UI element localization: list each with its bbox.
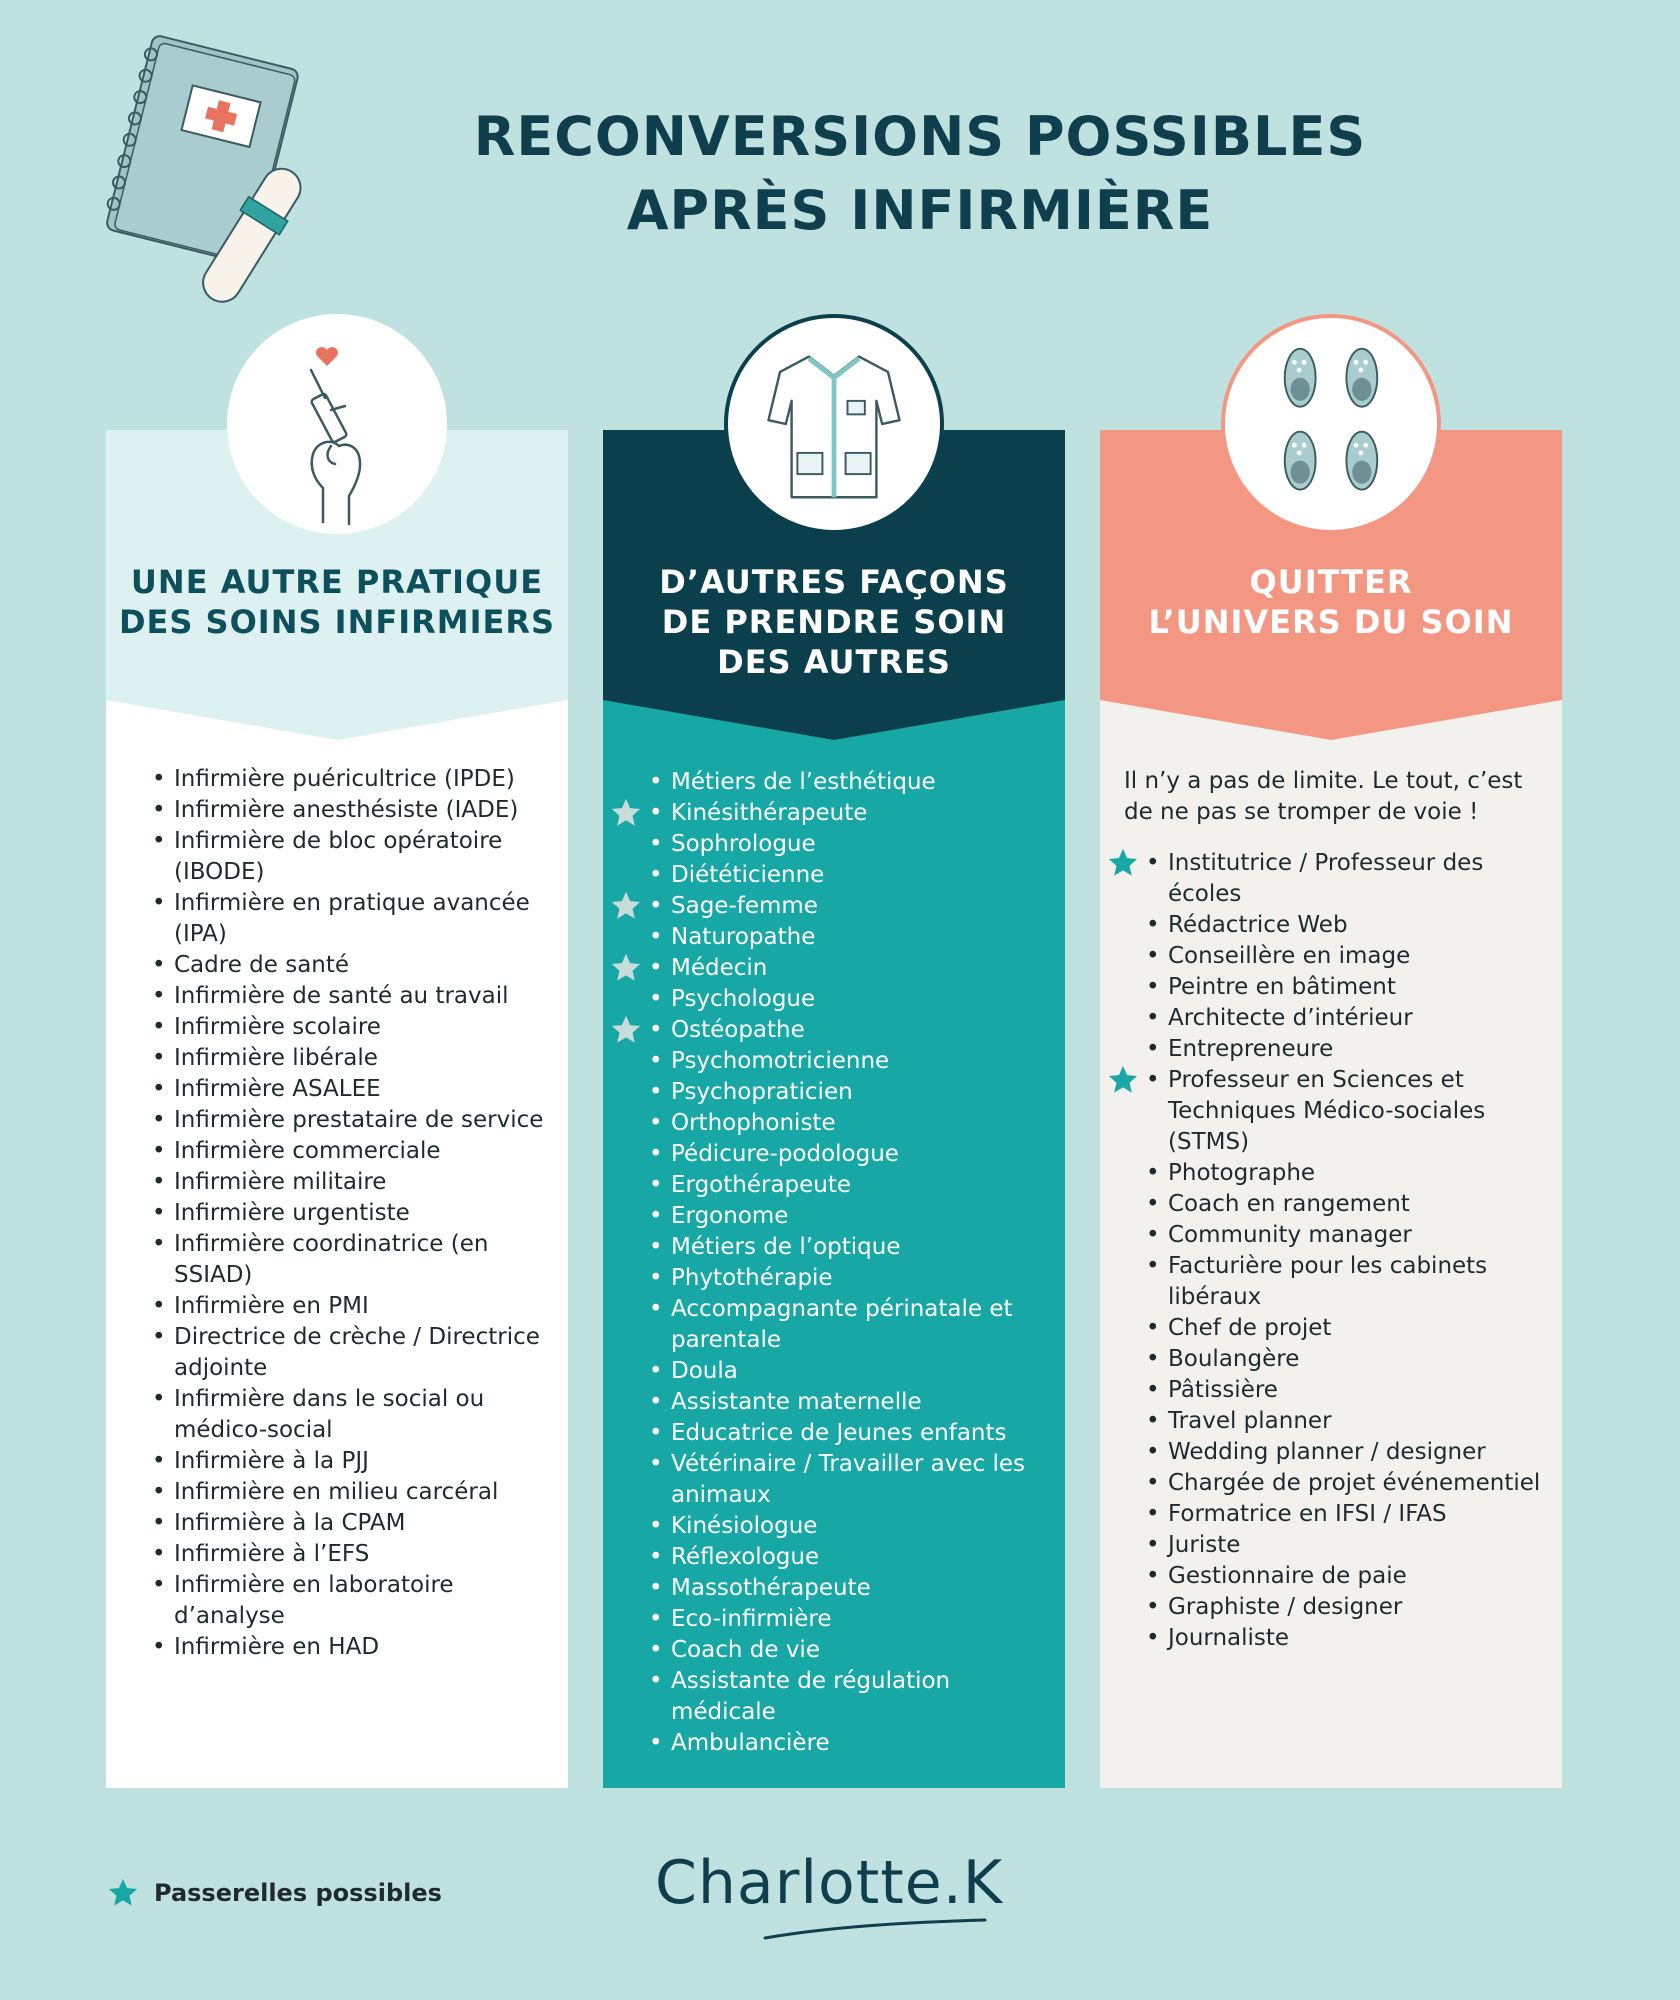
- page-title: [380, 100, 1460, 248]
- star-icon: [609, 796, 643, 830]
- list-item-label: Infirmière prestataire de service: [174, 1107, 544, 1133]
- list-item-label: Infirmière militaire: [174, 1169, 387, 1195]
- list-item-label: Infirmière à la PJJ: [174, 1448, 369, 1474]
- list-item-label: Métiers de l’optique: [671, 1234, 901, 1260]
- list-item-label: Massothérapeute: [671, 1575, 871, 1601]
- career-list: [1168, 848, 1548, 1654]
- list-item-label: Phytothérapie: [671, 1265, 833, 1291]
- list-item: [671, 1077, 1051, 1108]
- list-item: [174, 795, 554, 826]
- brand-logo-text: Charlotte.K: [655, 1848, 1004, 1918]
- star-icon: [1106, 846, 1140, 880]
- list-item-label: Graphiste / designer: [1168, 1594, 1403, 1620]
- list-item: [671, 1449, 1051, 1511]
- star-icon: [609, 951, 643, 985]
- star-icon: [609, 1013, 643, 1047]
- list-item: [671, 1418, 1051, 1449]
- list-item: [671, 1201, 1051, 1232]
- list-item: [174, 1043, 554, 1074]
- column-soins-infirmiers: [106, 430, 568, 1788]
- list-item: [174, 1105, 554, 1136]
- list-item: [671, 860, 1051, 891]
- list-item: [174, 1570, 554, 1632]
- list-item: [1168, 1561, 1548, 1592]
- list-item: [671, 1666, 1051, 1728]
- list-item-label: Infirmière urgentiste: [174, 1200, 410, 1226]
- list-item: [671, 1108, 1051, 1139]
- column-title-line: UNE AUTRE PRATIQUE: [130, 563, 544, 601]
- list-item: [671, 1635, 1051, 1666]
- career-list: [174, 764, 554, 1663]
- page-title-line-2: APRÈS INFIRMIÈRE: [626, 179, 1214, 242]
- column-title-line: DE PRENDRE SOIN: [661, 603, 1007, 641]
- list-item: [174, 1539, 554, 1570]
- list-item: [671, 767, 1051, 798]
- list-item: [1168, 1437, 1548, 1468]
- column-title-line: L’UNIVERS DU SOIN: [1148, 603, 1514, 641]
- list-item-label: Chargée de projet événementiel: [1168, 1470, 1541, 1496]
- list-item: [671, 953, 1051, 984]
- list-item-label: Infirmière dans le social ou médico-social: [174, 1386, 485, 1443]
- list-item: [1168, 1530, 1548, 1561]
- list-item-label: Ostéopathe: [671, 1017, 805, 1043]
- list-item-label: Wedding planner / designer: [1168, 1439, 1486, 1465]
- list-item: [174, 1384, 554, 1446]
- list-item-label: Assistante de régulation médicale: [671, 1668, 951, 1725]
- list-item-label: Infirmière scolaire: [174, 1014, 381, 1040]
- column-prendre-soin: [603, 430, 1065, 1788]
- list-item-label: Architecte d’intérieur: [1168, 1005, 1413, 1031]
- page-title-line-1: RECONVERSIONS POSSIBLES: [473, 105, 1367, 168]
- list-item-label: Infirmière de santé au travail: [174, 983, 509, 1009]
- list-item: [1168, 1623, 1548, 1654]
- list-item-label: Gestionnaire de paie: [1168, 1563, 1407, 1589]
- list-item-label: Peintre en bâtiment: [1168, 974, 1396, 1000]
- list-item: [671, 922, 1051, 953]
- nurse-tunic-icon: [724, 314, 944, 534]
- list-item-label: Eco-infirmière: [671, 1606, 832, 1632]
- career-list: [671, 767, 1051, 1759]
- list-item-label: Juriste: [1168, 1532, 1241, 1558]
- list-item: [671, 1232, 1051, 1263]
- list-item: [1168, 910, 1548, 941]
- list-item-label: Psychologue: [671, 986, 816, 1012]
- list-item-label: Ergonome: [671, 1203, 789, 1229]
- list-item: [671, 1015, 1051, 1046]
- list-item: [1168, 1251, 1548, 1313]
- list-item: [1168, 1499, 1548, 1530]
- list-item-label: Diététicienne: [671, 862, 825, 888]
- list-item-label: Kinésithérapeute: [671, 800, 868, 826]
- list-item: [1168, 1189, 1548, 1220]
- list-item-label: Infirmière en pratique avancée (IPA): [174, 890, 530, 947]
- notebook-diploma-illustration: [80, 30, 320, 330]
- list-item-label: Sage-femme: [671, 893, 818, 919]
- list-item-label: Infirmière en HAD: [174, 1634, 380, 1660]
- list-item: [671, 829, 1051, 860]
- list-item-label: Vétérinaire / Travailler avec les animaux: [671, 1451, 1025, 1508]
- column-title-line: DES SOINS INFIRMIERS: [118, 603, 556, 641]
- list-item: [671, 984, 1051, 1015]
- list-item: [1168, 941, 1548, 972]
- list-item-label: Travel planner: [1168, 1408, 1332, 1434]
- list-item: [1168, 1034, 1548, 1065]
- list-item: [671, 1046, 1051, 1077]
- list-item-label: Cadre de santé: [174, 952, 350, 978]
- column-title: [1100, 562, 1562, 642]
- list-item-label: Conseillère en image: [1168, 943, 1411, 969]
- column-intro-text: Il n’y a pas de limite. Le tout, c’est de ne pas se tromper de voie !: [1124, 768, 1523, 825]
- list-item: [174, 981, 554, 1012]
- list-item-label: Infirmière coordinatrice (en SSIAD): [174, 1231, 489, 1288]
- column-quitter-soin: [1100, 430, 1562, 1788]
- list-item-label: Infirmière puéricultrice (IPDE): [174, 766, 515, 792]
- list-item: [174, 1291, 554, 1322]
- list-item: [1168, 1592, 1548, 1623]
- column-title: [106, 562, 568, 642]
- list-item-label: Facturière pour les cabinets libéraux: [1168, 1253, 1488, 1310]
- list-item-label: Naturopathe: [671, 924, 816, 950]
- list-item-label: Professeur en Sciences et Techniques Médico-sociales (STMS): [1168, 1067, 1486, 1155]
- list-item: [174, 1012, 554, 1043]
- list-item: [174, 1632, 554, 1663]
- list-item: [174, 764, 554, 795]
- list-item: [1168, 1468, 1548, 1499]
- column-title-line: D’AUTRES FAÇONS: [659, 563, 1009, 601]
- list-item: [174, 1477, 554, 1508]
- list-item-label: Pédicure-podologue: [671, 1141, 899, 1167]
- list-item-label: Infirmière en PMI: [174, 1293, 369, 1319]
- list-item-label: Institutrice / Professeur des écoles: [1168, 850, 1484, 907]
- list-item-label: Ambulancière: [671, 1730, 830, 1756]
- list-item: [174, 1167, 554, 1198]
- list-item-label: Coach en rangement: [1168, 1191, 1410, 1217]
- list-item-label: Community manager: [1168, 1222, 1412, 1248]
- star-icon: [609, 889, 643, 923]
- list-item: [1168, 1313, 1548, 1344]
- list-item: [174, 1322, 554, 1384]
- list-item-label: Pâtissière: [1168, 1377, 1278, 1403]
- list-item: [1168, 1375, 1548, 1406]
- list-item-label: Réflexologue: [671, 1544, 820, 1570]
- list-item: [174, 1508, 554, 1539]
- list-item: [1168, 1003, 1548, 1034]
- list-item-label: Psychopraticien: [671, 1079, 853, 1105]
- list-item: [1168, 1065, 1548, 1158]
- list-item-label: Entrepreneure: [1168, 1036, 1334, 1062]
- list-item: [1168, 1406, 1548, 1437]
- list-item: [174, 826, 554, 888]
- list-item-label: Infirmière ASALEE: [174, 1076, 381, 1102]
- list-item-label: Ergothérapeute: [671, 1172, 852, 1198]
- column-title: [603, 562, 1065, 682]
- list-item-label: Infirmière à l’EFS: [174, 1541, 370, 1567]
- list-item-label: Kinésiologue: [671, 1513, 818, 1539]
- legend-label: Passerelles possibles: [154, 1879, 442, 1907]
- list-item-label: Educatrice de Jeunes enfants: [671, 1420, 1007, 1446]
- column-title-line: QUITTER: [1249, 563, 1413, 601]
- list-item-label: Accompagnante périnatale et parentale: [671, 1296, 1013, 1353]
- list-item: [1168, 848, 1548, 910]
- list-item-label: Rédactrice Web: [1168, 912, 1348, 938]
- list-item: [671, 891, 1051, 922]
- list-item-label: Infirmière de bloc opératoire (IBODE): [174, 828, 503, 885]
- list-item-label: Psychomotricienne: [671, 1048, 890, 1074]
- list-item-label: Coach de vie: [671, 1637, 820, 1663]
- column-title-line: DES AUTRES: [717, 643, 951, 681]
- list-item: [671, 1294, 1051, 1356]
- legend: [106, 1876, 442, 1910]
- list-item: [671, 1170, 1051, 1201]
- list-item: [671, 1387, 1051, 1418]
- list-item-label: Infirmière en milieu carcéral: [174, 1479, 499, 1505]
- list-item-label: Formatrice en IFSI / IFAS: [1168, 1501, 1447, 1527]
- star-icon: [1106, 1063, 1140, 1097]
- list-item: [671, 1542, 1051, 1573]
- list-item-label: Métiers de l’esthétique: [671, 769, 936, 795]
- list-item: [174, 1229, 554, 1291]
- list-item-label: Infirmière libérale: [174, 1045, 378, 1071]
- list-item: [1168, 1220, 1548, 1251]
- list-item-label: Infirmière anesthésiste (IADE): [174, 797, 519, 823]
- list-item-label: Doula: [671, 1358, 738, 1384]
- list-item: [1168, 1344, 1548, 1375]
- list-item: [671, 1356, 1051, 1387]
- logo-underline-swoosh: [655, 1918, 995, 1942]
- list-item: [671, 1604, 1051, 1635]
- list-item: [1168, 1158, 1548, 1189]
- list-item: [671, 1139, 1051, 1170]
- list-item: [174, 888, 554, 950]
- star-icon: [106, 1876, 140, 1910]
- list-item-label: Photographe: [1168, 1160, 1316, 1186]
- list-item: [671, 1573, 1051, 1604]
- list-item-label: Médecin: [671, 955, 768, 981]
- list-item-label: Infirmière commerciale: [174, 1138, 441, 1164]
- syringe-hand-icon: [227, 314, 447, 534]
- list-item: [174, 1136, 554, 1167]
- list-item: [671, 1511, 1051, 1542]
- clogs-icon: [1221, 314, 1441, 534]
- list-item-label: Boulangère: [1168, 1346, 1300, 1372]
- list-item-label: Directrice de crèche / Directrice adjointe: [174, 1324, 540, 1381]
- list-item: [174, 1198, 554, 1229]
- list-item-label: Infirmière en laboratoire d’analyse: [174, 1572, 454, 1629]
- list-item: [671, 1728, 1051, 1759]
- list-item-label: Orthophoniste: [671, 1110, 836, 1136]
- list-item-label: Journaliste: [1168, 1625, 1290, 1651]
- list-item-label: Sophrologue: [671, 831, 816, 857]
- list-item: [174, 950, 554, 981]
- list-item-label: Assistante maternelle: [671, 1389, 922, 1415]
- list-item: [174, 1446, 554, 1477]
- brand-logo: [655, 1848, 1005, 1938]
- list-item: [174, 1074, 554, 1105]
- list-item: [671, 1263, 1051, 1294]
- list-item: [671, 798, 1051, 829]
- list-item-label: Chef de projet: [1168, 1315, 1332, 1341]
- list-item: [1168, 972, 1548, 1003]
- list-item-label: Infirmière à la CPAM: [174, 1510, 406, 1536]
